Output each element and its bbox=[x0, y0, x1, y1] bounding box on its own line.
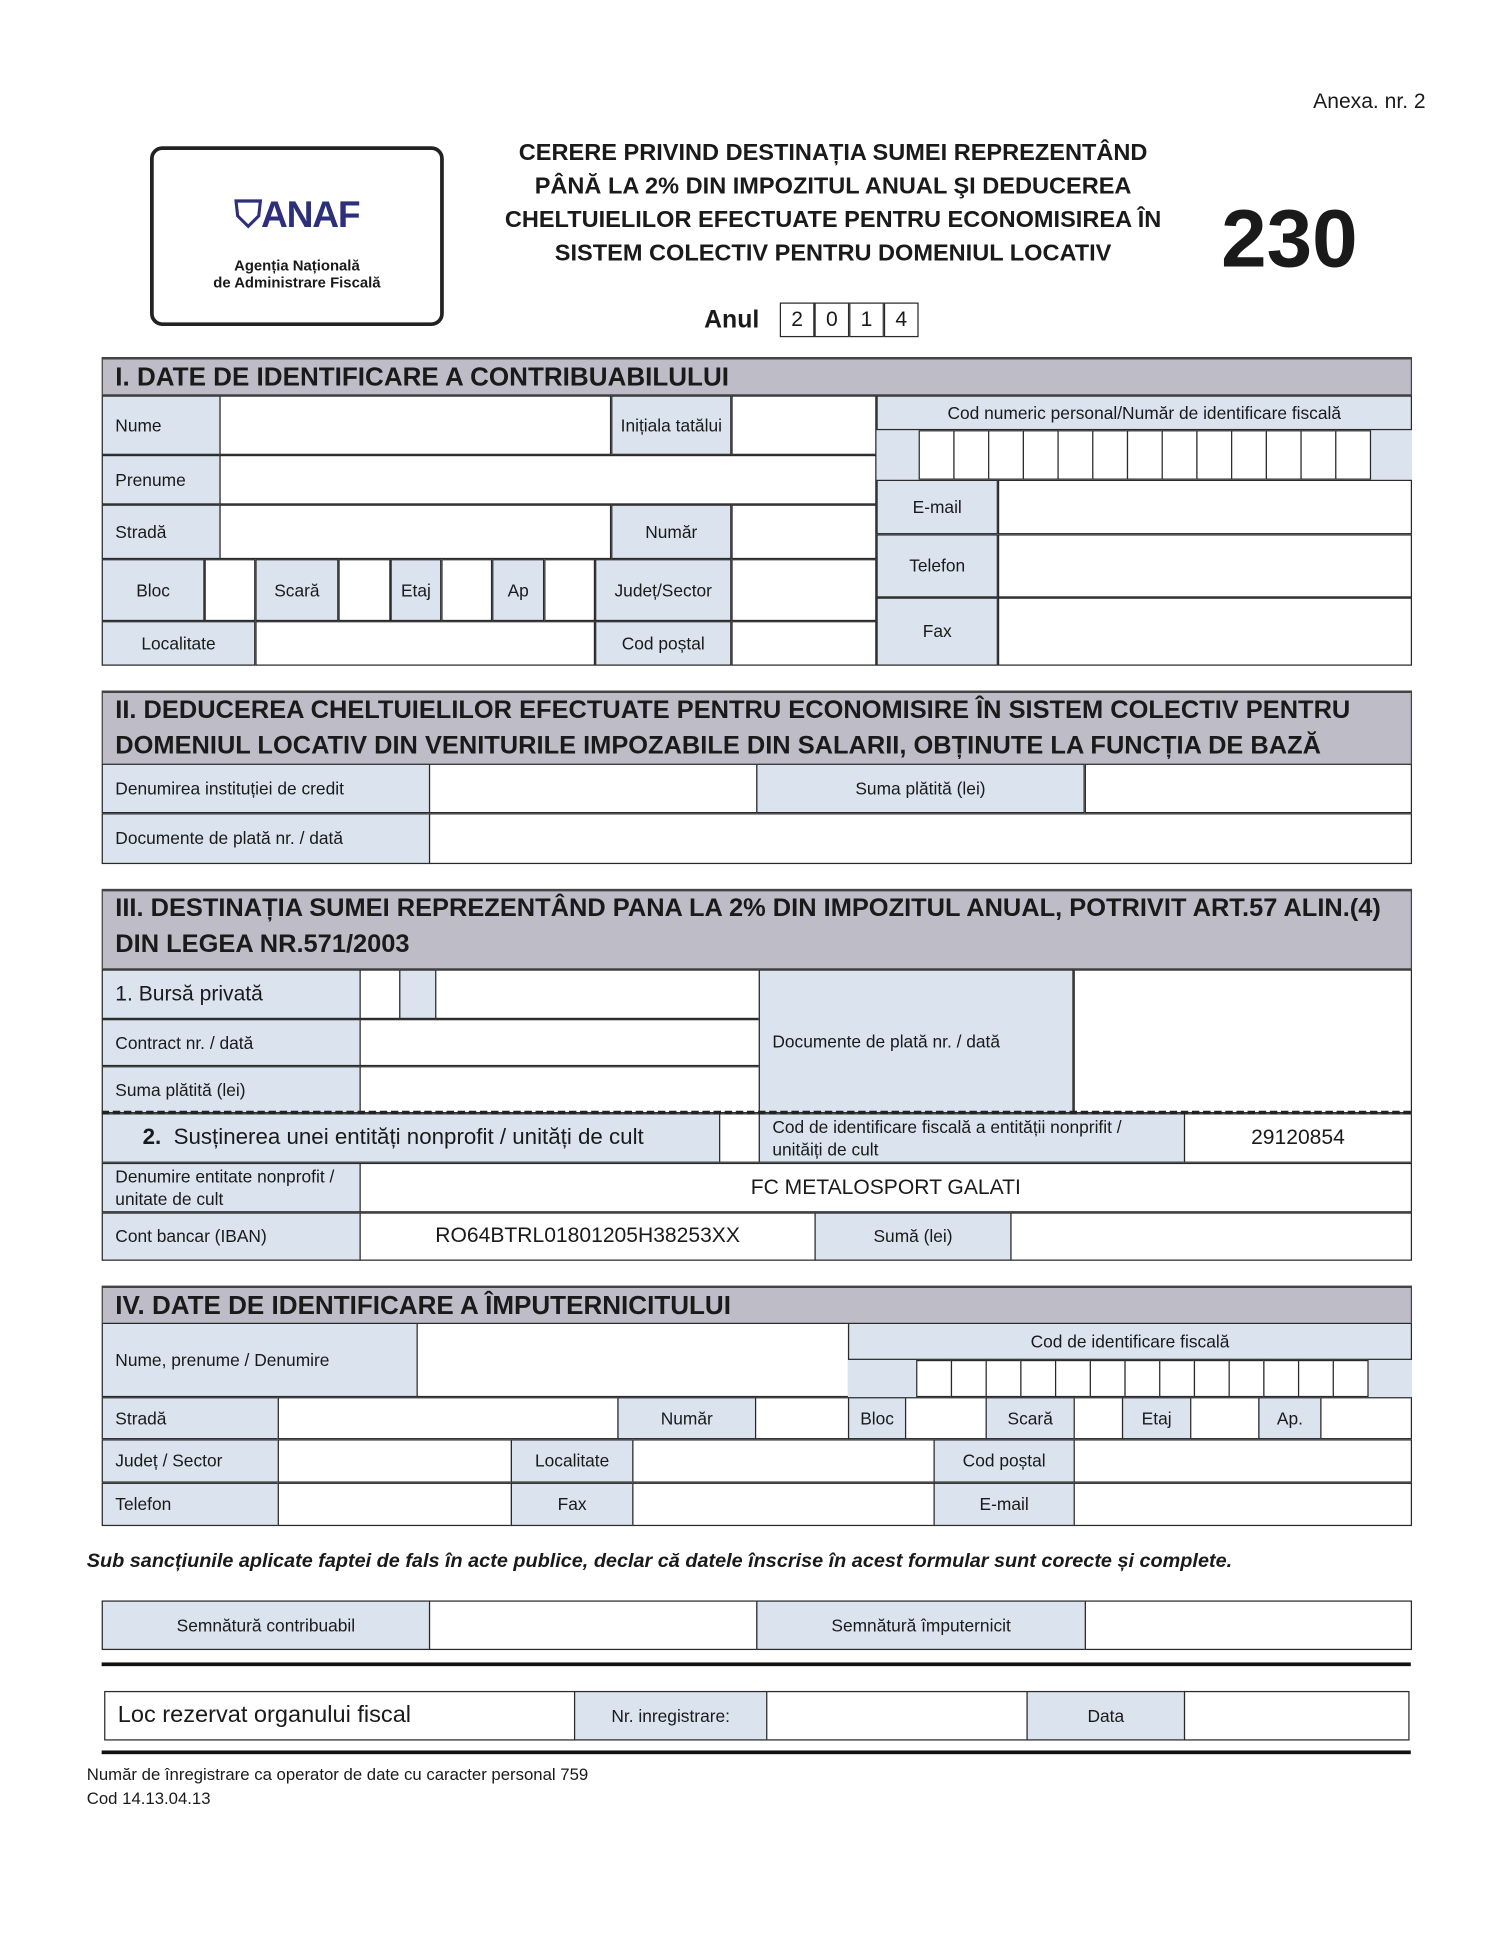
imp-cod-postal-label: Cod poștal bbox=[933, 1439, 1074, 1482]
documente-label: Documente de plată nr. / dată bbox=[102, 813, 431, 864]
cnp-digit-box[interactable] bbox=[1335, 430, 1371, 480]
suma-label: Suma plătită (lei) bbox=[756, 764, 1085, 814]
contract-input[interactable] bbox=[360, 1019, 760, 1066]
shield-icon: ⛉ bbox=[234, 194, 262, 236]
bursa-input[interactable] bbox=[435, 969, 760, 1019]
suma-platita-label: Suma plătită (lei) bbox=[102, 1066, 361, 1113]
numar-input[interactable] bbox=[731, 505, 876, 560]
telefon-input[interactable] bbox=[998, 534, 1412, 597]
institutie-label: Denumirea instituției de credit bbox=[102, 764, 431, 814]
denumire-value[interactable]: FC METALOSPORT GALATI bbox=[360, 1163, 1413, 1213]
ap-label: Ap bbox=[492, 559, 544, 621]
imp-nume-label: Nume, prenume / Denumire bbox=[102, 1323, 418, 1397]
semnatura-imputernicit-label: Semnătură împuternicit bbox=[756, 1600, 1086, 1650]
prenume-label: Prenume bbox=[102, 455, 221, 505]
cnp-digit-box[interactable] bbox=[919, 430, 955, 480]
divider bbox=[102, 1662, 1411, 1666]
imp-strada-input[interactable] bbox=[278, 1397, 619, 1439]
denumire-label: Denumire entitate nonprofit / unitate de cult bbox=[102, 1163, 361, 1213]
logo-line1: Agenția Națională bbox=[234, 256, 360, 274]
cif-label: Cod de identificare fiscală bbox=[848, 1323, 1412, 1360]
year-digit-box[interactable]: 4 bbox=[884, 302, 919, 337]
judet-input[interactable] bbox=[731, 559, 876, 621]
scara-label: Scară bbox=[255, 559, 338, 621]
strada-input[interactable] bbox=[219, 505, 611, 560]
iban-value[interactable]: RO64BTRL01801205H38253XX bbox=[360, 1212, 816, 1260]
cif-digit-box[interactable] bbox=[1263, 1360, 1299, 1397]
cnp-digit-box[interactable] bbox=[1266, 430, 1302, 480]
imp-cod-postal-input[interactable] bbox=[1074, 1439, 1412, 1482]
data-label: Data bbox=[1026, 1691, 1185, 1741]
cnp-digit-box[interactable] bbox=[953, 430, 989, 480]
documente-plata-input[interactable] bbox=[1074, 969, 1412, 1113]
localitate-label: Localitate bbox=[102, 621, 256, 666]
imp-telefon-input[interactable] bbox=[278, 1483, 512, 1526]
cif-digit-box[interactable] bbox=[1055, 1360, 1091, 1397]
footer: Număr de înregistrare ca operator de date cu caracter personal 759 Cod 14.13.04.13 bbox=[86, 1765, 589, 1808]
strada-label: Stradă bbox=[102, 505, 221, 560]
cnp-digit-box[interactable] bbox=[1231, 430, 1267, 480]
semnatura-contribuabil-label: Semnătură contribuabil bbox=[102, 1600, 431, 1650]
imp-scara-input[interactable] bbox=[1074, 1397, 1124, 1439]
anaf-logo-text: ⛉ANAF bbox=[234, 194, 360, 236]
imp-etaj-label: Etaj bbox=[1122, 1397, 1191, 1439]
cnp-label: Cod numeric personal/Număr de identificare fiscală bbox=[876, 395, 1412, 430]
logo-line2: de Administrare Fiscală bbox=[213, 273, 381, 292]
imp-strada-label: Stradă bbox=[102, 1397, 279, 1439]
cnp-digit-box[interactable] bbox=[1162, 430, 1198, 480]
imp-nume-input[interactable] bbox=[417, 1323, 850, 1397]
iban-label: Cont bancar (IBAN) bbox=[102, 1212, 361, 1260]
bursa-label: 1. Bursă privată bbox=[102, 969, 361, 1019]
section-4-header: IV. DATE DE IDENTIFICARE A ÎMPUTERNICITULUI bbox=[102, 1286, 1412, 1324]
cnp-digit-box[interactable] bbox=[1300, 430, 1336, 480]
imp-fax-input[interactable] bbox=[632, 1483, 934, 1526]
email-input[interactable] bbox=[998, 480, 1412, 535]
cod-fiscal-value[interactable]: 29120854 bbox=[1184, 1113, 1412, 1163]
documente-input[interactable] bbox=[429, 813, 1412, 864]
section-3-header: III. DESTINAȚIA SUMEI REPREZENTÂND PANA LA 2% DIN IMPOZITUL ANUAL, POTRIVIT ART.57 ALIN.(4) DIN LEGEA NR.571/2003 bbox=[102, 889, 1412, 970]
cnp-digit-box[interactable] bbox=[1092, 430, 1128, 480]
imp-bloc-label: Bloc bbox=[848, 1397, 906, 1439]
declaration-text: Sub sancțiunile aplicate faptei de fals în acte publice, declar că datele înscrise în acest formular sunt corecte și complete. bbox=[86, 1550, 1233, 1572]
imp-bloc-input[interactable] bbox=[905, 1397, 987, 1439]
scara-input[interactable] bbox=[338, 559, 390, 621]
semnatura-imputernicit-field[interactable] bbox=[1085, 1600, 1412, 1650]
year-digit-box[interactable]: 0 bbox=[814, 302, 849, 337]
bursa-checkbox[interactable] bbox=[360, 969, 401, 1019]
section-2-header: II. DEDUCEREA CHELTUIELILOR EFECTUATE PENTRU ECONOMISIRE ÎN SISTEM COLECTIV PENTRU DOMENIUL LOCATIV DIN VENITURILE IMPOZABILE DIN SALARII, OBȚINUTE LA FUNCȚIA DE BAZĂ bbox=[102, 691, 1412, 765]
year-label: Anul bbox=[704, 306, 760, 334]
section-divider bbox=[102, 1111, 1411, 1115]
imp-ap-input[interactable] bbox=[1320, 1397, 1412, 1439]
imp-judet-input[interactable] bbox=[278, 1439, 512, 1482]
nr-inregistrare-field[interactable] bbox=[766, 1691, 1028, 1741]
cif-digit-box[interactable] bbox=[1159, 1360, 1195, 1397]
etaj-input[interactable] bbox=[441, 559, 492, 621]
documente-plata-label: Documente de plată nr. / dată bbox=[759, 969, 1074, 1113]
ap-input[interactable] bbox=[544, 559, 595, 621]
cif-digit-box[interactable] bbox=[951, 1360, 987, 1397]
contract-label: Contract nr. / dată bbox=[102, 1019, 361, 1066]
suma-platita-input[interactable] bbox=[360, 1066, 760, 1113]
year-digit-box[interactable]: 1 bbox=[849, 302, 884, 337]
year-digit-box[interactable]: 2 bbox=[780, 302, 815, 337]
data-field[interactable] bbox=[1184, 1691, 1410, 1741]
cif-digit-box[interactable] bbox=[916, 1360, 952, 1397]
imp-etaj-input[interactable] bbox=[1190, 1397, 1259, 1439]
numar-label: Număr bbox=[611, 505, 731, 560]
imp-fax-label: Fax bbox=[511, 1483, 634, 1526]
etaj-label: Etaj bbox=[391, 559, 442, 621]
imp-numar-label: Număr bbox=[617, 1397, 756, 1439]
nr-inregistrare-label: Nr. inregistrare: bbox=[574, 1691, 767, 1741]
cif-digit-box[interactable] bbox=[1090, 1360, 1126, 1397]
cnp-digit-box[interactable] bbox=[1057, 430, 1093, 480]
telefon-label: Telefon bbox=[876, 534, 997, 597]
cif-digit-box[interactable] bbox=[986, 1360, 1022, 1397]
cif-digit-box[interactable] bbox=[1333, 1360, 1369, 1397]
imp-telefon-label: Telefon bbox=[102, 1483, 279, 1526]
section-1-header: I. DATE DE IDENTIFICARE A CONTRIBUABILULUI bbox=[102, 357, 1412, 395]
cif-digit-box[interactable] bbox=[1229, 1360, 1265, 1397]
bursa-box bbox=[399, 969, 436, 1019]
form-title: CERERE PRIVIND DESTINAȚIA SUMEI REPREZENTÂND PÂNĂ LA 2% DIN IMPOZITUL ANUAL ŞI DEDUCEREA CHELTUIELILOR EFECTUATE PENTRU ECONOMISIREA ÎN SISTEM COLECTIV PENTRU DOMENIUL LOCATIV bbox=[504, 140, 1162, 267]
imp-numar-input[interactable] bbox=[755, 1397, 849, 1439]
suma-lei-input[interactable] bbox=[1010, 1212, 1412, 1260]
localitate-input[interactable] bbox=[255, 621, 595, 666]
institutie-input[interactable] bbox=[429, 764, 758, 814]
sustinere-checkbox[interactable] bbox=[719, 1113, 760, 1163]
divider bbox=[102, 1750, 1411, 1754]
cnp-digit-box[interactable] bbox=[988, 430, 1024, 480]
nume-input[interactable] bbox=[219, 395, 611, 455]
cod-postal-input[interactable] bbox=[731, 621, 876, 666]
loc-rezervat-label: Loc rezervat organului fiscal bbox=[104, 1691, 575, 1741]
nume-label: Nume bbox=[102, 395, 221, 455]
sustinere-number: 2. bbox=[142, 1124, 162, 1150]
suma-lei-label: Sumă (lei) bbox=[814, 1212, 1011, 1260]
imp-email-label: E-mail bbox=[933, 1483, 1074, 1526]
cnp-digit-box[interactable] bbox=[1196, 430, 1232, 480]
initiala-input[interactable] bbox=[731, 395, 876, 455]
sustinere-label bbox=[102, 1113, 721, 1163]
semnatura-contribuabil-field[interactable] bbox=[429, 1600, 758, 1650]
cod-postal-label: Cod poștal bbox=[595, 621, 731, 666]
initiala-label: Inițiala tatălui bbox=[611, 395, 731, 455]
sustinere-text: Susținerea unei entități nonprofit / unități de cult bbox=[173, 1124, 644, 1150]
cif-digit-box[interactable] bbox=[1194, 1360, 1230, 1397]
prenume-input[interactable] bbox=[219, 455, 876, 505]
suma-input[interactable] bbox=[1085, 764, 1412, 814]
anexa-label: Anexa. nr. 2 bbox=[1313, 89, 1426, 113]
imp-email-input[interactable] bbox=[1074, 1483, 1412, 1526]
anaf-logo bbox=[150, 146, 444, 326]
bloc-input[interactable] bbox=[205, 559, 256, 621]
imp-scara-label: Scară bbox=[986, 1397, 1075, 1439]
bloc-label: Bloc bbox=[102, 559, 205, 621]
cnp-digit-box[interactable] bbox=[1023, 430, 1059, 480]
judet-label: Județ/Sector bbox=[595, 559, 731, 621]
fax-label: Fax bbox=[876, 598, 997, 666]
cnp-digit-box[interactable] bbox=[1127, 430, 1163, 480]
imp-localitate-input[interactable] bbox=[632, 1439, 934, 1482]
cif-digit-box[interactable] bbox=[1298, 1360, 1334, 1397]
cod-fiscal-label: Cod de identificare fiscală a entității nonprifit / unităiți de cult bbox=[759, 1113, 1185, 1163]
email-label: E-mail bbox=[876, 480, 997, 535]
imp-localitate-label: Localitate bbox=[511, 1439, 634, 1482]
fax-input[interactable] bbox=[998, 598, 1412, 666]
imp-judet-label: Județ / Sector bbox=[102, 1439, 279, 1482]
imp-ap-label: Ap. bbox=[1258, 1397, 1321, 1439]
cif-digit-box[interactable] bbox=[1020, 1360, 1056, 1397]
cif-digit-box[interactable] bbox=[1124, 1360, 1160, 1397]
form-number: 230 bbox=[1221, 192, 1358, 284]
